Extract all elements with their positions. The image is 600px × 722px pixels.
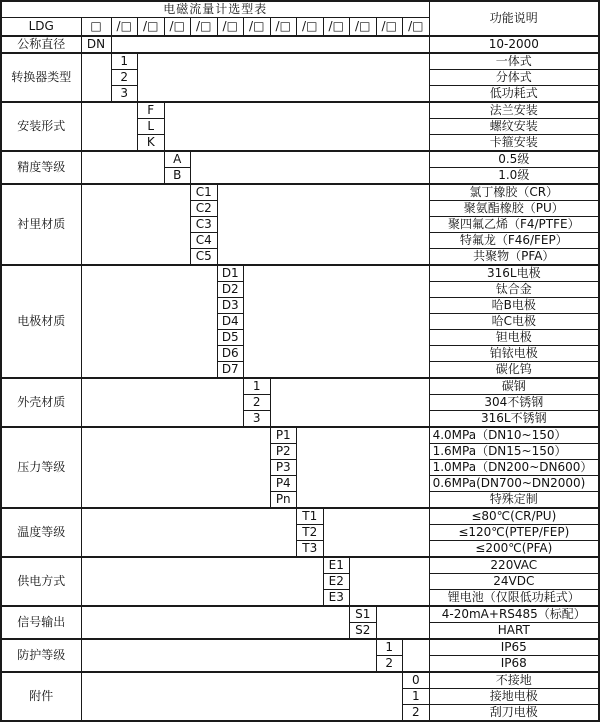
section-label: 压力等级: [1, 427, 81, 508]
desc-cell: 分体式: [429, 70, 599, 86]
code-cell: C5: [191, 249, 218, 266]
spacer-cell: [297, 427, 430, 508]
code-cell: P4: [270, 476, 297, 492]
desc-cell: 低功耗式: [429, 86, 599, 103]
desc-cell: ≤120℃(PTEP/FEP): [429, 525, 599, 541]
code-cell: P3: [270, 460, 297, 476]
desc-cell: 10-2000: [429, 36, 599, 53]
desc-cell: 哈B电极: [429, 298, 599, 314]
code-cell: 1: [111, 53, 138, 70]
code-cell: 3: [111, 86, 138, 103]
desc-cell: 特氟龙（F46/FEP）: [429, 233, 599, 249]
section-label: 电极材质: [1, 265, 81, 378]
spacer-cell: [81, 378, 244, 427]
spacer-cell: [244, 265, 430, 378]
section-label: 公称直径: [1, 36, 81, 53]
model-code-slash-box: /□: [191, 18, 218, 37]
desc-cell: 锂电池（仅限低功耗式）: [429, 590, 599, 607]
code-cell: DN: [81, 36, 111, 53]
code-cell: T1: [297, 508, 324, 525]
code-cell: C3: [191, 217, 218, 233]
spacer-cell: [111, 36, 429, 53]
model-code-slash-box: /□: [323, 18, 350, 37]
model-code-slash-box: /□: [244, 18, 271, 37]
code-cell: 1: [244, 378, 271, 395]
desc-cell: 4.0MPa（DN10~150）: [429, 427, 599, 444]
table-title: 电磁流量计选型表: [1, 1, 429, 18]
desc-cell: 特殊定制: [429, 492, 599, 509]
function-column-header: 功能说明: [429, 1, 599, 36]
code-cell: C4: [191, 233, 218, 249]
spacer-cell: [376, 606, 429, 639]
code-cell: D4: [217, 314, 244, 330]
code-cell: L: [138, 119, 165, 135]
spacer-cell: [270, 378, 429, 427]
spacer-cell: [81, 508, 297, 557]
code-cell: 2: [376, 656, 403, 673]
spacer-cell: [138, 53, 430, 102]
code-cell: D7: [217, 362, 244, 379]
section-label: 外壳材质: [1, 378, 81, 427]
code-cell: E1: [323, 557, 350, 574]
spacer-cell: [164, 102, 429, 151]
desc-cell: 聚氨酯橡胶（PU）: [429, 201, 599, 217]
spacer-cell: [81, 639, 376, 672]
model-code-slash-box: /□: [403, 18, 430, 37]
desc-cell: 304不锈钢: [429, 395, 599, 411]
code-cell: D1: [217, 265, 244, 282]
desc-cell: 220VAC: [429, 557, 599, 574]
code-cell: P2: [270, 444, 297, 460]
desc-cell: 哈C电极: [429, 314, 599, 330]
code-cell: Pn: [270, 492, 297, 509]
section-label: 衬里材质: [1, 184, 81, 265]
desc-cell: 铂铱电极: [429, 346, 599, 362]
desc-cell: 聚四氟乙烯（F4/PTFE）: [429, 217, 599, 233]
code-cell: D3: [217, 298, 244, 314]
desc-cell: 1.0MPa（DN200~DN600）: [429, 460, 599, 476]
code-cell: 2: [244, 395, 271, 411]
desc-cell: HART: [429, 623, 599, 640]
code-cell: T2: [297, 525, 324, 541]
desc-cell: ≤80℃(CR/PU): [429, 508, 599, 525]
spacer-cell: [191, 151, 430, 184]
code-cell: S1: [350, 606, 377, 623]
section-label: 温度等级: [1, 508, 81, 557]
code-cell: 2: [111, 70, 138, 86]
section-label: 信号输出: [1, 606, 81, 639]
spacer-cell: [350, 557, 430, 606]
desc-cell: 24VDC: [429, 574, 599, 590]
code-cell: D2: [217, 282, 244, 298]
code-cell: K: [138, 135, 165, 152]
code-cell: S2: [350, 623, 377, 640]
desc-cell: 钛合金: [429, 282, 599, 298]
section-label: 转换器类型: [1, 53, 81, 102]
desc-cell: 钽电极: [429, 330, 599, 346]
spacer-cell: [81, 672, 403, 721]
code-cell: T3: [297, 541, 324, 558]
spacer-cell: [81, 557, 323, 606]
code-cell: F: [138, 102, 165, 119]
code-cell: 1: [376, 639, 403, 656]
desc-cell: IP68: [429, 656, 599, 673]
spacer-cell: [81, 265, 217, 378]
code-cell: 1: [403, 689, 430, 705]
code-cell: E2: [323, 574, 350, 590]
desc-cell: 刮刀电极: [429, 705, 599, 722]
spacer-cell: [81, 102, 138, 151]
code-cell: A: [164, 151, 191, 168]
section-label: 精度等级: [1, 151, 81, 184]
model-code-slash-box: /□: [297, 18, 324, 37]
code-cell: E3: [323, 590, 350, 607]
model-code-slash-box: /□: [138, 18, 165, 37]
desc-cell: 螺纹安装: [429, 119, 599, 135]
desc-cell: 法兰安装: [429, 102, 599, 119]
desc-cell: 共聚物（PFA）: [429, 249, 599, 266]
code-cell: D5: [217, 330, 244, 346]
desc-cell: 氯丁橡胶（CR）: [429, 184, 599, 201]
spacer-cell: [323, 508, 429, 557]
desc-cell: 1.6MPa（DN15~150）: [429, 444, 599, 460]
code-cell: C1: [191, 184, 218, 201]
spacer-cell: [81, 427, 270, 508]
model-code-slash-box: /□: [350, 18, 377, 37]
desc-cell: ≤200℃(PFA): [429, 541, 599, 558]
section-label: 供电方式: [1, 557, 81, 606]
model-code-slash-box: /□: [376, 18, 403, 37]
code-cell: B: [164, 168, 191, 185]
desc-cell: 碳钢: [429, 378, 599, 395]
section-label: 防护等级: [1, 639, 81, 672]
desc-cell: 316L不锈钢: [429, 411, 599, 428]
model-code-slash-box: /□: [111, 18, 138, 37]
code-cell: 2: [403, 705, 430, 722]
spacer-cell: [81, 151, 164, 184]
spacer-cell: [403, 639, 430, 672]
desc-cell: 不接地: [429, 672, 599, 689]
desc-cell: 卡箍安装: [429, 135, 599, 152]
desc-cell: IP65: [429, 639, 599, 656]
model-code-slash-box: /□: [217, 18, 244, 37]
code-cell: C2: [191, 201, 218, 217]
desc-cell: 4-20mA+RS485（标配）: [429, 606, 599, 623]
model-code-slash-box: /□: [270, 18, 297, 37]
desc-cell: 接地电极: [429, 689, 599, 705]
spacer-cell: [217, 184, 429, 265]
code-cell: 0: [403, 672, 430, 689]
model-code-box: □: [81, 18, 111, 37]
code-cell: D6: [217, 346, 244, 362]
spacer-cell: [81, 53, 111, 102]
section-label: 安装形式: [1, 102, 81, 151]
desc-cell: 碳化钨: [429, 362, 599, 379]
model-code-slash-box: /□: [164, 18, 191, 37]
model-code-prefix: LDG: [1, 18, 81, 37]
spacer-cell: [81, 184, 191, 265]
desc-cell: 1.0级: [429, 168, 599, 185]
code-cell: P1: [270, 427, 297, 444]
desc-cell: 0.6MPa(DN700~DN2000): [429, 476, 599, 492]
desc-cell: 316L电极: [429, 265, 599, 282]
section-label: 附件: [1, 672, 81, 721]
desc-cell: 0.5级: [429, 151, 599, 168]
code-cell: 3: [244, 411, 271, 428]
desc-cell: 一体式: [429, 53, 599, 70]
spacer-cell: [81, 606, 350, 639]
